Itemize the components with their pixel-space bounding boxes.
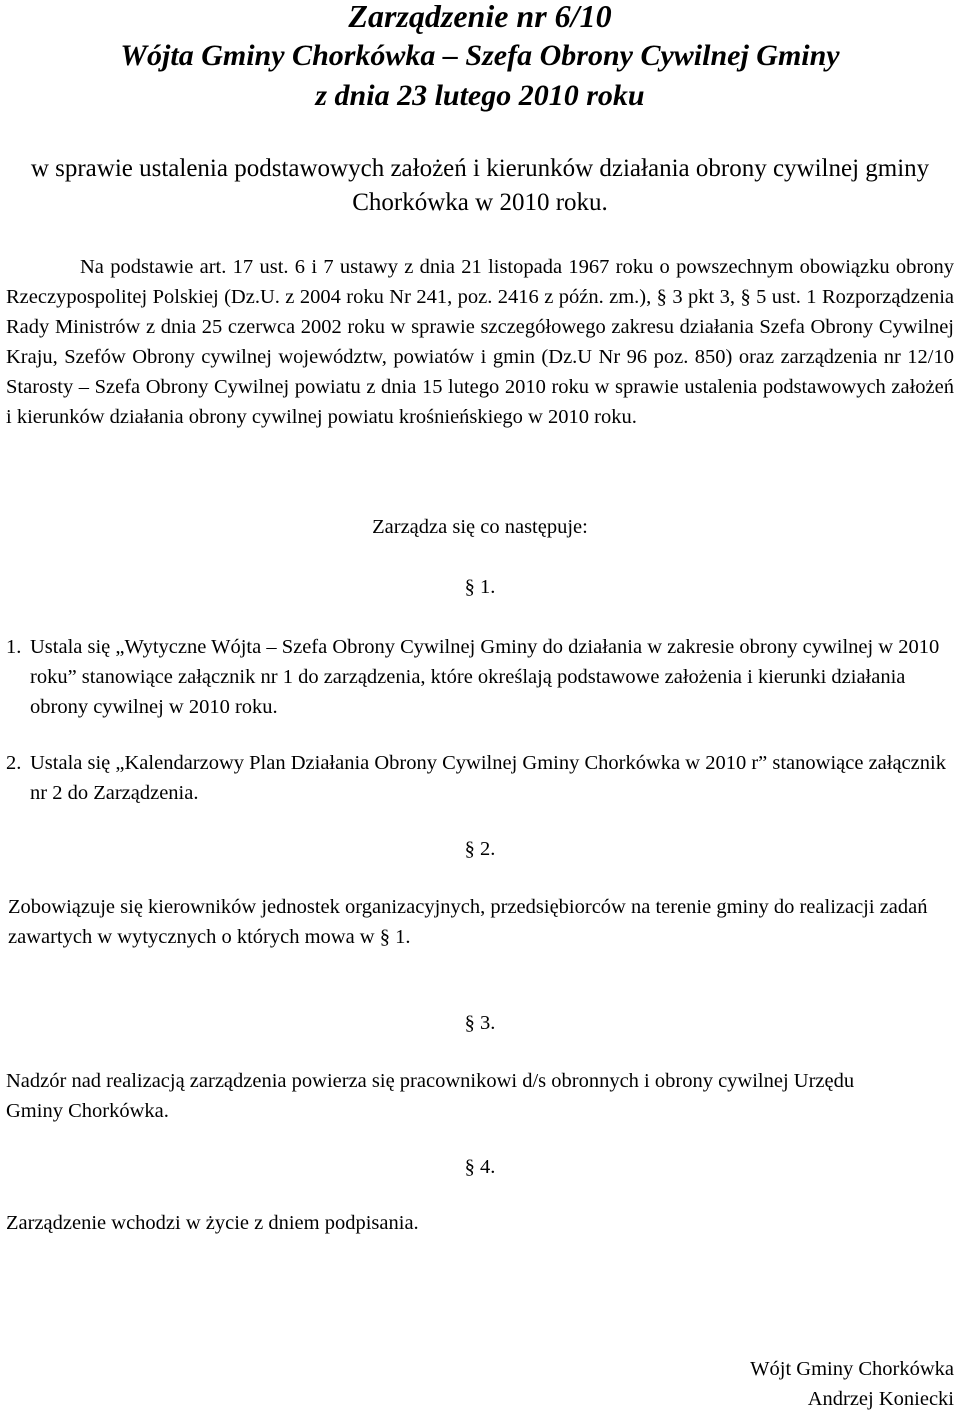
item-number: 1. bbox=[6, 636, 22, 658]
signature-name: Andrzej Koniecki bbox=[807, 1388, 954, 1410]
section-4-text: Zarządzenie wchodzi w życie z dniem podpisania. bbox=[6, 1212, 419, 1234]
document-subject: w sprawie ustalenia podstawowych założeń i kierunków działania obrony cywilnej gminy Chorkówka w 2010 roku. bbox=[30, 155, 930, 216]
document-issuer: Wójta Gminy Chorkówka – Szefa Obrony Cywilnej Gminy bbox=[120, 39, 840, 72]
document-date: z dnia 23 lutego 2010 roku bbox=[315, 79, 645, 112]
item-text: Ustala się „Wytyczne Wójta – Szefa Obrony Cywilnej Gminy do działania w zakresie obrony cywilnej w 2010 roku” stanowiące załącznik nr 1 do zarządzenia, które określają podstawowe założenia i kierunki działania obrony cywilnej w 2010 roku. bbox=[30, 636, 940, 718]
section-1-item-2 bbox=[6, 748, 954, 808]
section-4-heading: § 4. bbox=[464, 1156, 496, 1178]
section-2-heading: § 2. bbox=[464, 838, 496, 860]
item-number: 2. bbox=[6, 752, 22, 774]
section-3-text: Nadzór nad realizacją zarządzenia powierza się pracownikowi d/s obronnych i obrony cywilnej Urzędu Gminy Chorkówka. bbox=[6, 1070, 855, 1122]
section-3-heading: § 3. bbox=[464, 1012, 496, 1034]
item-text: Ustala się „Kalendarzowy Plan Działania Obrony Cywilnej Gminy Chorkówka w 2010 r” stanowiące załącznik nr 2 do Zarządzenia. bbox=[30, 752, 946, 804]
decree-phrase: Zarządza się co następuje: bbox=[372, 516, 588, 538]
section-2-text: Zobowiązuje się kierowników jednostek organizacyjnych, przedsiębiorców na terenie gminy do realizacji zadań zawartych w wytycznych o których mowa w § 1. bbox=[8, 896, 928, 948]
section-1-heading: § 1. bbox=[464, 576, 496, 598]
legal-basis-paragraph: Na podstawie art. 17 ust. 6 i 7 ustawy z dnia 21 listopada 1967 roku o powszechnym obowiązku obrony Rzeczypospolitej Polskiej (Dz.U. z 2004 roku Nr 241, poz. 2416 z późn. zm.), § 3 pkt 3, § 5 ust. 1 Rozporządzenia Rady Ministrów z dnia 25 czerwca 2002 roku w sprawie szczegółowego zakresu działania Szefa Obrony Cywilnej Kraju, Szefów Obrony cywilnej województw, powiatów i gmin (Dz.U Nr 96 poz. 850) oraz zarządzenia nr 12/10 Starosty – Szefa Obrony Cywilnej powiatu z dnia 15 lutego 2010 roku w sprawie ustalenia podstawowych założeń i kierunków działania obrony cywilnej powiatu krośnieńskiego w 2010 roku. bbox=[6, 256, 954, 428]
section-1-item-1 bbox=[6, 632, 954, 722]
document-title: Zarządzenie nr 6/10 bbox=[348, 0, 612, 34]
signature-title: Wójt Gminy Chorkówka bbox=[750, 1358, 954, 1380]
